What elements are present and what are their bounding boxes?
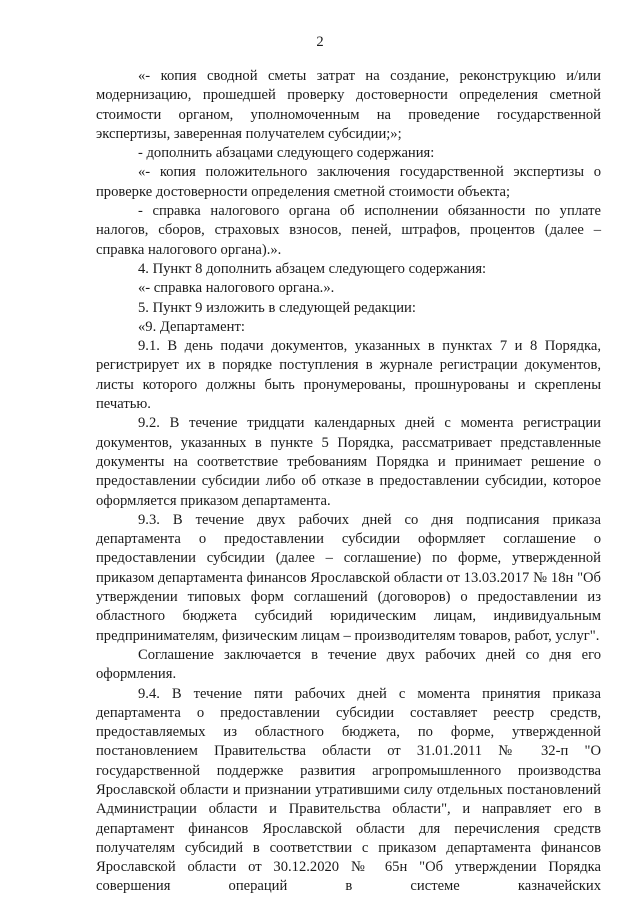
paragraph-9-1: 9.1. В день подачи документов, указанных в пунктах 7 и 8 Порядка, регистрирует их в порядке поступления в журнале регистрации документов, листы которого должны быть пронумерованы, прошнурованы и скреплены печатью. xyxy=(96,338,601,413)
paragraph-7: 5. Пункт 9 изложить в следующей редакции: xyxy=(138,299,416,316)
paragraph-4: - справка налогового органа об исполнении обязанности по уплате налогов, сборов, страховых взносов, пеней, штрафов, процентов (далее – справка налогового органа).». xyxy=(96,203,601,258)
paragraph-1: «- копия сводной сметы затрат на создание, реконструкцию и/или модернизацию, прошедшей проверку достоверности определения сметной стоимости органом, уполномоченным на проведение государственной экспертизы, заверенная получателем субсидии;»; xyxy=(96,68,601,142)
document-body xyxy=(96,67,601,897)
paragraph-5: 4. Пункт 8 дополнить абзацем следующего содержания: xyxy=(138,260,487,277)
paragraph-3: «- копия положительного заключения государственной экспертизы о проверке достоверности определения сметной стоимости объекта; xyxy=(96,164,601,200)
paragraph-9-2: 9.2. В течение тридцати календарных дней с момента регистрации документов, указанных в пункте 5 Порядка, рассматривает представленные документы на соответствие требованиям Порядка и принимает решение о предоставлении субсидии либо об отказе в предоставлении субсидии, которое оформляется приказом департамента. xyxy=(96,415,601,509)
paragraph-6: «- справка налогового органа.». xyxy=(138,280,335,297)
paragraph-9-4: 9.4. В течение пяти рабочих дней с момента принятия приказа департамента о предоставлении субсидии составляет реестр средств, предоставляемых из областного бюджета, по форме, утвержденной постановлением Правительства области от 31.01.2011 № 32-п "О государственной поддержке развития агропромышленного производства Ярославской области и признании утратившими силу отдельных постановлений Администрации области и Правительства области", и направляет его в департамент финансов Ярославской области для перечисления средств получателям субсидий в соответствии с приказом департамента финансов Ярославской области от 30.12.2020 № 65н "Об утверждении Порядка совершения операций в системе казначейских xyxy=(96,685,601,895)
paragraph-agreement: Соглашение заключается в течение двух рабочих дней со дня его оформления. xyxy=(96,646,601,683)
paragraph-2: - дополнить абзацами следующего содержания: xyxy=(138,145,435,162)
paragraph-8: «9. Департамент: xyxy=(138,318,245,335)
paragraph-9-3: 9.3. В течение двух рабочих дней со дня подписания приказа департамента о предоставлении субсидии оформляет соглашение о предоставлении субсидии (далее – соглашение) по форме, утвержденной приказом департамента финансов Ярославской области от 13.03.2017 № 18н "Об утверждении типовых форм соглашений (договоров) о предоставлении из областного бюджета субсидий юридическим лицам, индивидуальным предпринимателям, физическим лицам – производителям товаров, работ, услуг". xyxy=(96,511,601,644)
page-number: 2 xyxy=(316,34,324,50)
